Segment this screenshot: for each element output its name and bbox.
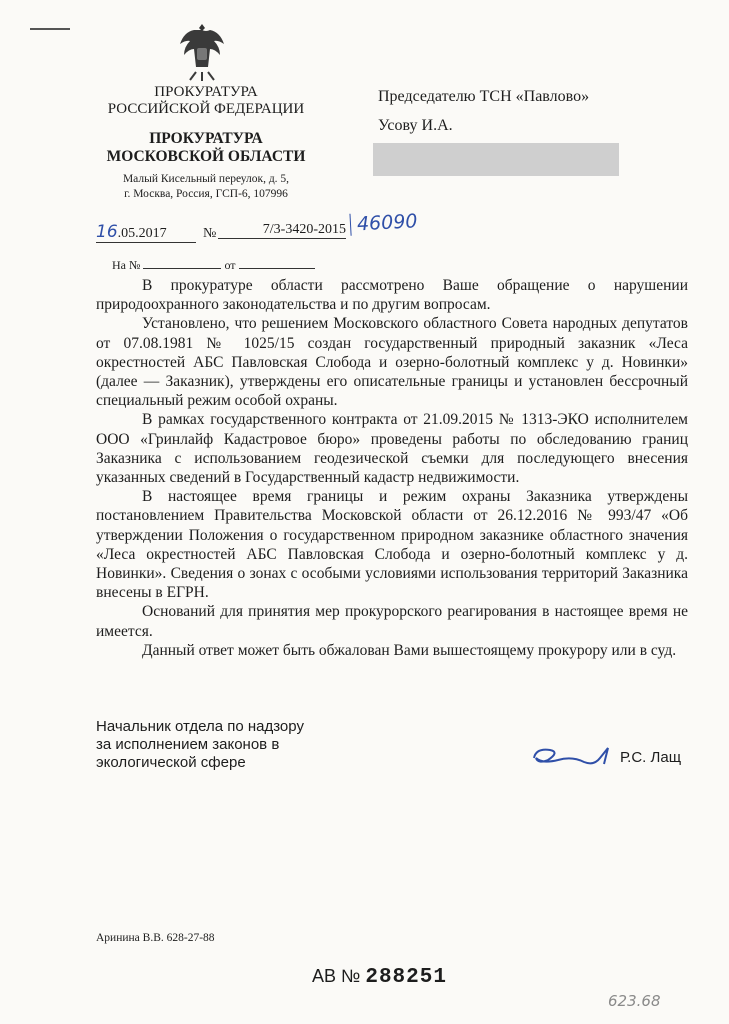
paragraph: В рамках государственного контракта от 21.09.2015 № 1313-ЭКО исполнителем ООО «Гринлайф Кадастровое бюро» проведены работы по обследованию границ Заказника с использованием геодезической съемки для последующего внесения указанных сведений в Государственный кадастр недвижимости. [96,411,688,487]
address-line1: Малый Кисельный переулок, д. 5, [122,173,290,185]
serial-number: 288251 [365,966,447,989]
penciled-note: 623.68 [608,992,661,1010]
paragraph: В прокуратуре области рассмотрено Ваше обращение о нарушении природоохранного законодательства и по другим вопросам. [96,277,688,314]
outgoing-number-value: 7/3-3420-2015 [218,222,346,239]
signatory-title-line1: Начальник отдела по надзору [96,718,304,735]
signatory-name: Р.С. Лащ [620,749,682,766]
scan-mark [30,28,70,30]
signatory-title-line2: за исполнением законов в [96,736,280,753]
outgoing-number [218,222,346,239]
redacted-block [373,143,619,176]
issuer-org [100,84,312,118]
signatory-title-line3: экологической сфере [96,754,246,771]
ref-date-blank [239,268,315,269]
issuer-dept-line1: ПРОКУРАТУРА [149,130,263,147]
date-field [96,222,196,243]
addressee-line2: Усову И.А. [378,117,453,134]
ref-from: от [224,258,236,272]
signature-icon [530,742,612,772]
issuer-dept [100,130,312,166]
date-day-handwritten: 16 [96,222,118,242]
number-sign: № [203,226,217,241]
paragraph: Оснований для принятия мер прокурорского реагирования в настоящее время не имеется. [96,603,688,640]
issuer-dept-line2: МОСКОВСКОЙ ОБЛАСТИ [106,148,306,165]
paragraph: Данный ответ может быть обжалован Вами вышестоящему прокурору или в суд. [142,641,677,659]
serial-prefix: АВ № [312,966,361,986]
signatory-title [96,718,304,772]
paragraph: Установлено, что решением Московского областного Совета народных депутатов от 07.08.1981 № 1025/15 создан государственный природный заказник «Леса окрестностей АБС Павловская Слобода и озерно-болотный комплекс у д. Новинки» (далее — Заказник), утверждены его описательные границы и установлен бессрочный специальный режим особой охраны. [96,315,688,410]
eagle-emblem-icon [172,20,232,82]
issuer-org-line2: РОССИЙСКОЙ ФЕДЕРАЦИИ [107,101,305,117]
issuer-org-line1: ПРОКУРАТУРА [154,84,258,100]
executor-line: Аринина В.В. 628-27-88 [96,932,215,944]
handwritten-registration-number: 46090 [349,210,418,236]
address-line2: г. Москва, Россия, ГСП-6, 107996 [124,188,288,200]
addressee-line1: Председателю ТСН «Павлово» [378,88,590,105]
letter-body [96,276,688,660]
reference-line [112,258,315,273]
date-rest: .05.2017 [117,226,167,241]
ref-number-blank [143,268,221,269]
ref-prefix: На № [112,258,141,272]
paragraph: В настоящее время границы и режим охраны Заказника утверждены постановлением Правительства Московской области от 26.12.2016 № 993/47 «Об утверждении Положения о государственном природном заказнике областного значения «Леса окрестностей АБС Павловская Слобода и озерно-болотный комплекс у д. Новинки». Сведения о зонах с особыми условиями использования территорий Заказника внесены в ЕГРН. [96,488,688,602]
form-serial [312,966,447,989]
issuer-address [100,172,312,202]
